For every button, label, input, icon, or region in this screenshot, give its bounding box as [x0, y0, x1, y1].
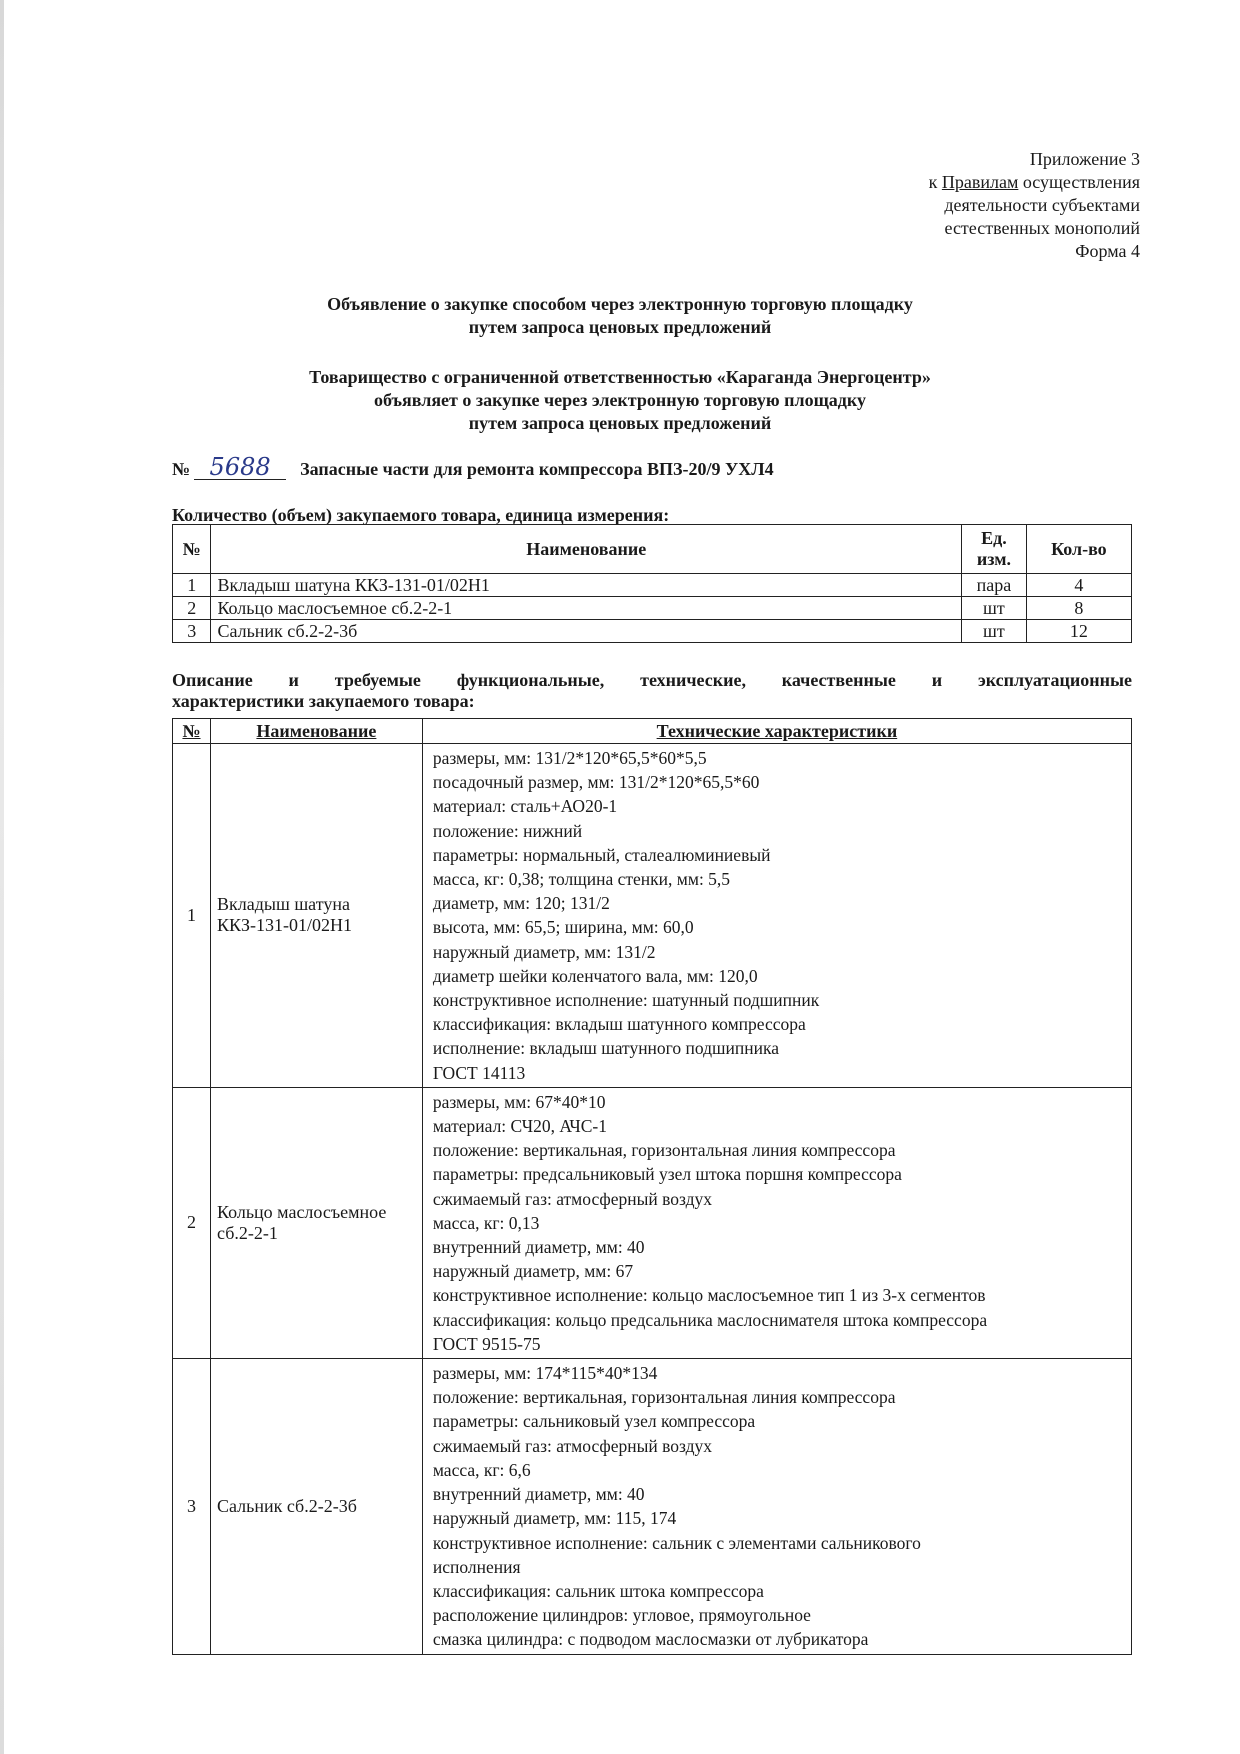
row-num: 2	[173, 1087, 211, 1358]
row-unit: шт	[962, 620, 1027, 643]
spec-line: посадочный размер, мм: 131/2*120*65,5*60	[432, 772, 760, 793]
quantity-table	[172, 524, 1132, 643]
spec-line: параметры: нормальный, сталеалюминиевый	[432, 844, 771, 865]
organizer-heading-line-1: Товарищество с ограниченной ответственностью «Караганда Энергоцентр»	[309, 367, 931, 387]
spec-line: смазка цилиндра: с подводом маслосмазки от лубрикатора	[432, 1629, 869, 1650]
spec-line: конструктивное исполнение: сальник с элементами сальникового	[432, 1532, 921, 1553]
spec-line: классификация: вкладыш шатунного компрессора	[432, 1014, 806, 1035]
row-num: 3	[173, 620, 211, 643]
row-name-line-1: Вкладыш шатуна	[216, 894, 350, 915]
spec-line: сжимаемый газ: атмосферный воздух	[432, 1435, 713, 1456]
quantity-section-title: Количество (объем) закупаемого товара, единица измерения:	[172, 505, 670, 525]
row-name: Сальник сб.2-2-3б	[211, 620, 962, 643]
form-number: Форма 4	[1075, 241, 1140, 261]
appendix-line-2	[929, 171, 1140, 194]
col-header-num: №	[173, 719, 211, 744]
row-name: Вкладыш шатуна ККЗ-131-01/02Н1	[211, 574, 962, 597]
spec-line: высота, мм: 65,5; ширина, мм: 60,0	[432, 917, 694, 938]
announcement-heading-line-2: путем запроса ценовых предложений	[468, 317, 772, 337]
spec-line: исполнения	[432, 1556, 521, 1577]
col-header-qty: Кол-во	[1026, 525, 1131, 574]
scan-edge	[0, 0, 4, 1754]
appendix-block	[929, 148, 1140, 263]
spec-line: размеры, мм: 67*40*10	[432, 1091, 606, 1112]
spec-line: масса, кг: 6,6	[432, 1459, 531, 1480]
spec-line: наружный диаметр, мм: 67	[432, 1261, 634, 1282]
organizer-heading-line-3: путем запроса ценовых предложений	[468, 413, 772, 433]
specs-table-header	[173, 719, 1132, 744]
spec-line: классификация: сальник штока компрессора	[432, 1580, 764, 1601]
row-name-line-2: сб.2-2-1	[216, 1222, 278, 1243]
spec-line: диаметр шейки коленчатого вала, мм: 120,0	[432, 965, 758, 986]
spec-line: конструктивное исполнение: шатунный подшипник	[432, 990, 820, 1011]
spec-line: материал: сталь+АО20-1	[432, 796, 618, 817]
announcement-heading-line-1: Объявление о закупке способом через электронную торговую площадку	[327, 294, 913, 314]
lot-number-handwritten: 5688	[194, 455, 286, 480]
row-num: 3	[173, 1359, 211, 1654]
row-num: 2	[173, 597, 211, 620]
spec-line: материал: СЧ20, АЧС-1	[432, 1116, 607, 1137]
lot-title: Запасные части для ремонта компрессора ВПЗ-20/9 УХЛ4	[300, 459, 774, 479]
description-title-line-2: характеристики закупаемого товара:	[172, 691, 475, 711]
row-qty: 4	[1026, 574, 1131, 597]
col-header-specs: Технические характеристики	[422, 719, 1131, 744]
row-specs	[422, 744, 1131, 1088]
spec-line: размеры, мм: 174*115*40*134	[432, 1363, 658, 1384]
rules-link: Правилам	[941, 172, 1019, 192]
row-num: 1	[173, 744, 211, 1088]
col-header-unit: Ед. изм.	[962, 525, 1027, 574]
spec-line: масса, кг: 0,13	[432, 1212, 540, 1233]
spec-line: сжимаемый газ: атмосферный воздух	[432, 1188, 713, 1209]
col-header-name: Наименование	[210, 719, 422, 744]
row-name-line-1: Кольцо маслосъемное	[216, 1201, 387, 1222]
col-header-num: №	[173, 525, 211, 574]
row-name: Кольцо маслосъемное сб.2-2-1	[211, 597, 962, 620]
appendix-line-4: естественных монополий	[944, 218, 1140, 238]
organizer-heading	[0, 366, 1240, 435]
spec-line: внутренний диаметр, мм: 40	[432, 1237, 645, 1258]
spec-line: положение: вертикальная, горизонтальная линия компрессора	[432, 1387, 896, 1408]
row-unit: пара	[962, 574, 1027, 597]
col-header-name: Наименование	[211, 525, 962, 574]
lot-number-label: №	[172, 459, 191, 479]
row-unit: шт	[962, 597, 1027, 620]
spec-line: ГОСТ 14113	[432, 1062, 526, 1083]
spec-line: классификация: кольцо предсальника маслоснимателя штока компрессора	[432, 1309, 988, 1330]
appendix-line-2-prefix: к	[928, 172, 942, 192]
row-name-line-2: ККЗ-131-01/02Н1	[216, 915, 353, 936]
specs-table	[172, 718, 1132, 1655]
spec-line: наружный диаметр, мм: 131/2	[432, 941, 656, 962]
spec-line: параметры: сальниковый узел компрессора	[432, 1411, 756, 1432]
table-row	[173, 620, 1132, 643]
table-row	[173, 744, 1132, 1088]
row-specs	[422, 1087, 1131, 1358]
row-qty: 8	[1026, 597, 1131, 620]
lot-line	[172, 455, 774, 480]
organizer-heading-line-2: объявляет о закупке через электронную торговую площадку	[373, 390, 867, 410]
spec-line: внутренний диаметр, мм: 40	[432, 1484, 645, 1505]
spec-line: масса, кг: 0,38; толщина стенки, мм: 5,5	[432, 869, 731, 890]
spec-line: параметры: предсальниковый узел штока поршня компрессора	[432, 1164, 902, 1185]
appendix-line-3: деятельности субъектами	[944, 195, 1140, 215]
spec-line: размеры, мм: 131/2*120*65,5*60*5,5	[432, 748, 707, 768]
row-num: 1	[173, 574, 211, 597]
spec-line: исполнение: вкладыш шатунного подшипника	[432, 1038, 779, 1059]
table-row	[173, 1087, 1132, 1358]
appendix-line-1: Приложение 3	[1029, 149, 1140, 169]
spec-line: конструктивное исполнение: кольцо маслосъемное тип 1 из 3-х сегментов	[432, 1285, 986, 1306]
table-row	[173, 1359, 1132, 1654]
row-name	[210, 744, 422, 1088]
table-row	[173, 597, 1132, 620]
row-qty: 12	[1026, 620, 1131, 643]
spec-line: диаметр, мм: 120; 131/2	[432, 893, 610, 914]
table-row	[173, 574, 1132, 597]
spec-line: расположение цилиндров: угловое, прямоугольное	[432, 1605, 811, 1626]
row-name	[210, 1359, 422, 1654]
description-section-title	[172, 670, 1132, 712]
spec-line: положение: нижний	[432, 820, 583, 841]
row-name-line-1: Сальник сб.2-2-3б	[216, 1495, 357, 1516]
announcement-heading	[0, 293, 1240, 339]
description-title-line-1: Описание и требуемые функциональные, технические, качественные и эксплуатационные	[172, 670, 1132, 690]
spec-line: положение: вертикальная, горизонтальная линия компрессора	[432, 1140, 896, 1161]
row-specs	[422, 1359, 1131, 1654]
appendix-line-2-suffix: осуществления	[1018, 172, 1140, 192]
quantity-table-header	[173, 525, 1132, 574]
row-name	[210, 1087, 422, 1358]
spec-line: наружный диаметр, мм: 115, 174	[432, 1508, 677, 1529]
spec-line: ГОСТ 9515-75	[432, 1333, 541, 1354]
